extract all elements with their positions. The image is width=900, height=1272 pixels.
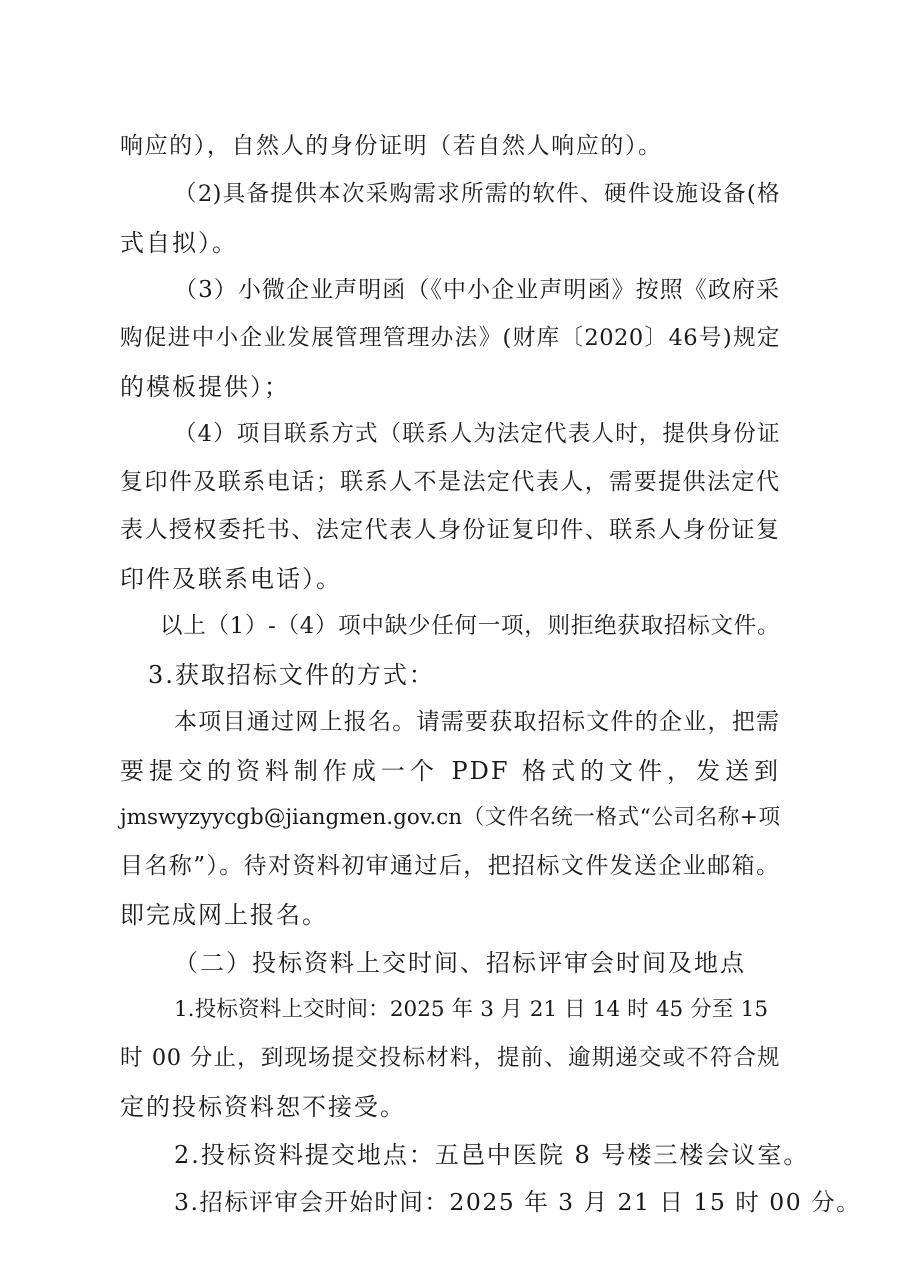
text-line-10: 印件及联系电话）。 bbox=[120, 565, 342, 593]
text-line-3: 式自拟）。 bbox=[120, 229, 238, 257]
text-line-2: （2)具备提供本次采购需求所需的软件、硬件设施设备(格 bbox=[174, 181, 780, 207]
text-line-8: 复印件及联系电话；联系人不是法定代表人，需要提供法定代 bbox=[120, 469, 780, 495]
text-line-12: 3.获取招标文件的方式： bbox=[148, 661, 435, 689]
text-line-15: jmswyzyycgb@jiangmen.gov.cn（文件名统一格式“公司名称+项 bbox=[120, 805, 780, 830]
text-line-23: 3.招标评审会开始时间：2025 年 3 月 21 日 15 时 00 分。 bbox=[174, 1188, 862, 1216]
text-line-20: 时 00 分止，到现场提交投标材料，提前、逾期递交或不符合规 bbox=[120, 1045, 780, 1071]
text-line-16: 目名称”）。待对资料初审通过后，把招标文件发送企业邮箱。 bbox=[120, 853, 780, 879]
text-line-5: 购促进中小企业发展管理管理办法》(财库〔2020〕46号)规定 bbox=[120, 325, 780, 351]
text-line-19: 1.投标资料上交时间：2025 年 3 月 21 日 14 时 45 分至 15 bbox=[174, 997, 768, 1022]
text-line-21: 定的投标资料恕不接受。 bbox=[120, 1093, 406, 1121]
text-line-14: 要提交的资料制作成一个 PDF 格式的文件，发送到 bbox=[120, 757, 780, 785]
text-line-6: 的模板提供）； bbox=[120, 373, 290, 401]
section-heading: （二）投标资料上交时间、招标评审会时间及地点 bbox=[174, 949, 746, 977]
text-line-11: 以上（1）-（4）项中缺少任何一项，则拒绝获取招标文件。 bbox=[160, 613, 780, 639]
text-line-7: （4）项目联系方式（联系人为法定代表人时，提供身份证 bbox=[174, 421, 780, 447]
text-line-13: 本项目通过网上报名。请需要获取招标文件的企业，把需 bbox=[174, 709, 780, 735]
text-line-17: 即完成网上报名。 bbox=[120, 901, 328, 929]
text-line-4: （3）小微企业声明函（《中小企业声明函》按照《政府采 bbox=[174, 277, 780, 303]
text-line-22: 2.投标资料提交地点：五邑中医院 8 号楼三楼会议室。 bbox=[174, 1141, 810, 1169]
text-line-9: 表人授权委托书、法定代表人身份证复印件、联系人身份证复 bbox=[120, 517, 780, 543]
text-line-1: 响应的），自然人的身份证明（若自然人响应的）。 bbox=[120, 133, 662, 159]
